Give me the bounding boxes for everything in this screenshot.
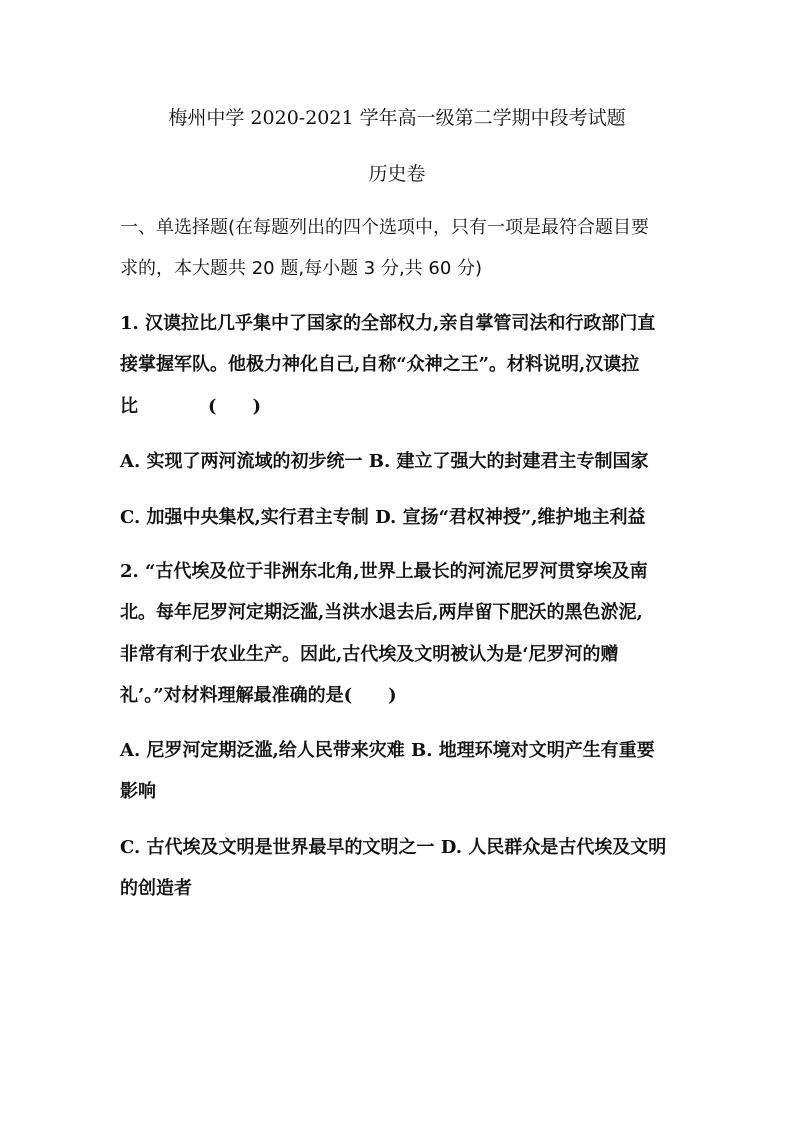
q2-options-line-3: C. 古代埃及文明是世界最早的文明之一 D. 人民群众是古代埃及文明 xyxy=(120,837,667,858)
q1-options-line-1: A. 实现了两河流域的初步统一 B. 建立了强大的封建君主专制国家 xyxy=(120,451,649,472)
q2-options-line-2: 影响 xyxy=(120,781,156,802)
exam-subject: 历史卷 xyxy=(368,163,426,185)
q2-stem-line-4: 礼’。”对材料理解最准确的是( ) xyxy=(120,685,397,706)
q2-stem-line-3: 非常有利于农业生产。因此,古代埃及文明被认为是‘尼罗河的赠 xyxy=(120,644,619,665)
q1-answer-paren: ( ) xyxy=(208,396,262,417)
exam-title: 梅州中学 2020-2021 学年高一级第二学期中段考试题 xyxy=(168,107,626,129)
q1-stem-text: 比 xyxy=(120,396,138,417)
q2-stem-line-1: 2. “古代埃及位于非洲东北角,世界上最长的河流尼罗河贯穿埃及南 xyxy=(120,561,648,582)
q1-stem-line-1: 1. 汉谟拉比几乎集中了国家的全部权力,亲自掌管司法和行政部门直 xyxy=(120,313,656,334)
section-heading-line-2: 求的，本大题共 20 题,每小题 3 分,共 60 分) xyxy=(120,258,483,279)
q2-options-line-4: 的创造者 xyxy=(120,878,192,899)
q2-stem-line-2: 北。每年尼罗河定期泛滥,当洪水退去后,两岸留下肥沃的黑色淤泥, xyxy=(120,602,643,623)
q1-stem-line-3 xyxy=(120,395,261,419)
q2-options-line-1: A. 尼罗河定期泛滥,给人民带来灾难 B. 地理环境对文明产生有重要 xyxy=(120,740,655,761)
section-heading-line-1: 一、单选择题(在每题列出的四个选项中，只有一项是最符合题目要 xyxy=(120,217,650,238)
q1-stem-line-2: 接掌握军队。他极力神化自己,自称“众神之王”。材料说明,汉谟拉 xyxy=(120,354,640,375)
q1-options-line-2: C. 加强中央集权,实行君主专制 D. 宣扬“君权神授”,维护地主利益 xyxy=(120,507,646,528)
